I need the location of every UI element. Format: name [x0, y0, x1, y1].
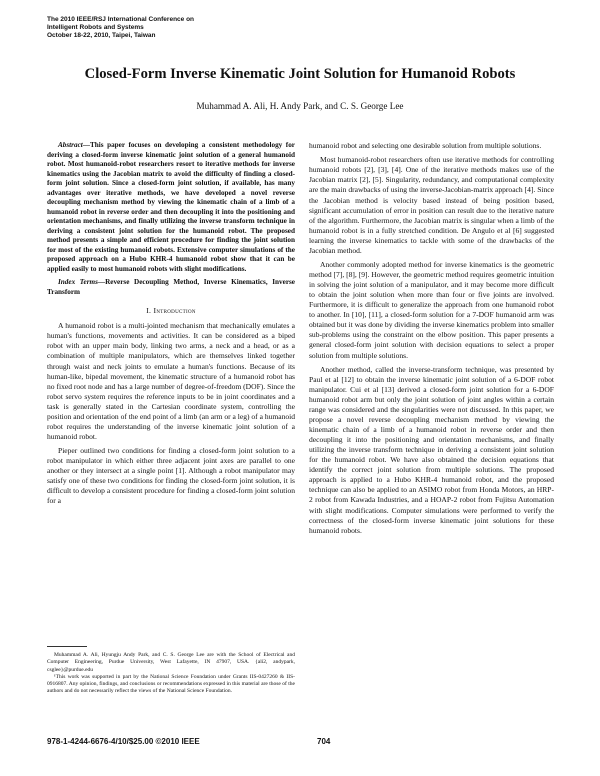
- abstract-label: Abstract: [58, 141, 83, 149]
- body-paragraph: Most humanoid-robot researchers often use iterative methods for controlling humanoid robots [2], [3], [4]. One of the iterative methods makes use of the Jacobian matrix [2], [5]. Singularity, redundancy, and computational complexity are the main drawbacks of using the inverse-Jacobian-matrix approach [4]. Since the Jacobian method is velocity based instead of being position based, significant accumulation of error in position can result due to the iterative nature of the algorithm. Furthermore, the Jacobian matrix is singular when a limb of the humanoid robot is in a fully stretched condition. De Angulo et al [6] suggested learning the inverse kinematics to tackle with some of the drawbacks of the Jacobian method.: [309, 155, 554, 255]
- conference-line-2: Intelligent Robots and Systems: [47, 24, 144, 31]
- body-paragraph: Another commonly adopted method for inverse kinematics is the geometric method [7], [8], [9]. However, the geometric method requires geometric intuition in solving the joint solution of a manipulator, and it may become more difficult to obtain the joint solution when more than four or five joints are involved. Furthermore, it is difficult to generalize the approach from one humanoid robot to another. In [10], [11], a closed-form solution for a 7-DOF humanoid arm was obtained but it was done by dividing the inverse kinematics problem into smaller sub-problems using the constraint on the elbow position. This paper presents a general closed-form joint solution with decision equations to select a proper solution from multiple solutions.: [309, 260, 554, 360]
- body-paragraph: humanoid robot and selecting one desirable solution from multiple solutions.: [309, 141, 542, 150]
- index-terms-text: —Reverse Decoupling Method, Inverse Kinematics, Inverse Transform: [47, 278, 295, 296]
- abstract: [47, 141, 295, 274]
- index-terms: [47, 278, 295, 297]
- footnote-rule: [47, 646, 87, 647]
- section-heading-introduction: [47, 306, 295, 316]
- footnote-affiliation: Muhammad A. Ali, Hyungju Andy Park, and C. S. George Lee are with the School of Electrical and Computer Engineering, Purdue University, West Lafayette, IN 47907, USA. {ali2, andypark, csglee}@purdue.edu: [47, 652, 295, 673]
- footer-isbn: 978-1-4244-6676-4/10/$25.00 ©2010 IEEE: [47, 737, 200, 746]
- conference-line-3: October 18-22, 2010, Taipei, Taiwan: [47, 32, 156, 39]
- index-terms-label: Index Terms: [58, 278, 98, 287]
- paper-authors: Muhammad A. Ali, H. Andy Park, and C. S. George Lee: [196, 101, 404, 111]
- paper-title: Closed-Form Inverse Kinematic Joint Solution for Humanoid Robots: [84, 66, 516, 82]
- left-column: [47, 141, 295, 506]
- footnotes: [47, 652, 295, 696]
- body-paragraph: Another method, called the inverse-transform technique, was presented by Paul et al [12] to obtain the inverse kinematic joint solution of a 6-DOF robot manipulator. Cui et al [13] derived a closed-form joint solution for a 6-DOF humanoid robot arm but only the joint solution of joint angles within a certain range was considered and the singularities were not discussed. In this paper, we propose a novel reverse decoupling mechanism method by viewing the kinematic chain of a limb of a humanoid robot in reverse order and then decoupling it into the positioning and orientation mechanisms, and finally utilizing the inverse transform technique in deriving a consistent joint solution for the humanoid robot. We have also obtained the decision equations that identify the correct joint solution from multiple solutions. The proposed approach is applied to a Hubo KHR-4 humanoid robot, and the proposed technique can also be applied to an ASIMO robot from Honda Motors, an HRP-2 robot from Kawada Industries, and a HOAP-2 robot from Fujitsu Automation with slight modifications. Computer simulations were performed to verify the correctness of the closed-form inverse kinematic joint solutions for these humanoid robots.: [309, 364, 554, 535]
- body-paragraph: Pieper outlined two conditions for finding a closed-form joint solution to a robot manipulator in which either three adjacent joint axes are parallel to one another or they intersect at a single point [1]. Although a robot manipulator may satisfy one of these two conditions for finding the closed-form joint solution, it is difficult to develop a consistent procedure for finding a closed-form joint solution for a: [47, 446, 295, 506]
- section-title: Introduction: [153, 306, 196, 316]
- section-numeral: I.: [146, 306, 152, 316]
- conference-header: [47, 16, 307, 40]
- footnote-funding: ¹This work was supported in part by the National Science Foundation under Grants IIS-0427260 & IIS-0916807. Any opinion, findings, and conclusions or recommendations expressed in this material are those of the authors and do not necessarily reflect the views of the National Science Foundation.: [47, 673, 295, 695]
- footer-page-number: 704: [317, 737, 331, 746]
- abstract-text: —This paper focuses on developing a consistent methodology for deriving a closed-form inverse kinematic joint solution of a general humanoid robot. Most humanoid-robot researchers resort to iterative methods for inverse kinematics using the Jacobian matrix to avoid the difficulty of finding a closed-form joint solution. Since a closed-form joint solution, if available, has many advantages over iterative methods, we have developed a novel reverse decoupling mechanism method by viewing the kinematic chain of a limb of a humanoid robot in reverse order and then decoupling it into the positioning and orientation mechanisms, and finally utilizing the inverse transform technique in deriving a consistent joint solution for the humanoid robot. The proposed method presents a simple and efficient procedure for finding the joint solution for most of the existing humanoid robots. Extensive computer simulations of the proposed approach on a Hubo KHR-4 humanoid robot show that it can be applied easily to most humanoid robots with slight modifications.: [47, 141, 295, 273]
- body-paragraph: A humanoid robot is a multi-jointed mechanism that mechanically emulates a human's functions, movements and activities. It can be considered as a biped robot with an upper main body, linking two arms, a neck and a head, or as a combination of multiple manipulators, which are themselves linked together through waist and neck joints to emulate a human's functions. Because of its human-like, bipedal movement, the kinematic structure of a humanoid robot has no fixed root node and has a large number of degree-of-freedom (DOF). Since the robot servo system requires the reference inputs to be in joint coordinates and a task is generally stated in the Cartesian coordinate system, controlling the position and orientation of the end point of a limb (an arm or a leg) of a humanoid robot requires the understanding of the inverse kinematic joint solution of a humanoid robot.: [47, 321, 295, 441]
- conference-line-1: The 2010 IEEE/RSJ International Conference on: [47, 16, 195, 23]
- right-column: [309, 141, 554, 536]
